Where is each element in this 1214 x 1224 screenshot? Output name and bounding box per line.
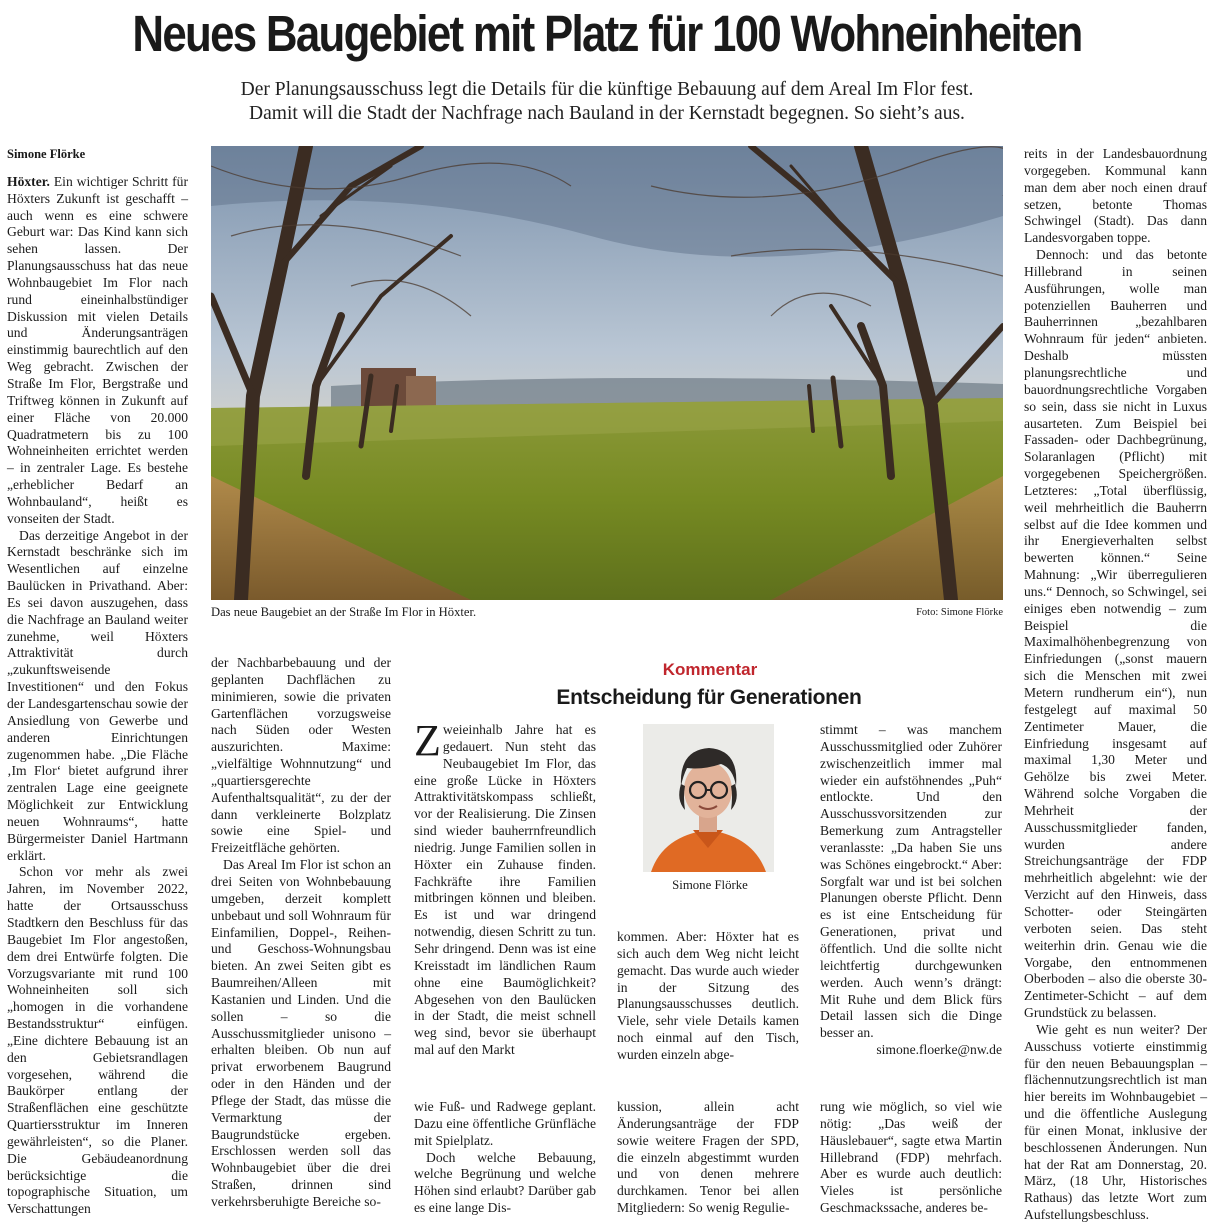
paragraph: Wie geht es nun weiter? Der Ausschuss votierte einstimmig für den neuen Bebauungsplan – flächennutzungsrechtlich ist man hier bereits im Wohnbaugebiet – und die öffentliche Auslegung für einen Monat, inklusive der beschlossenen Änderungen. Nun hat der Rat am Donnerstag, 20. März, (18 Uhr, Historisches Rathaus) das letzte Wort zum Aufstellungsbeschluss. [1024,1021,1207,1223]
kommentar-title: Entscheidung für Generationen [556,686,862,709]
kommentar-column-3 [820,722,1002,1059]
headline: Neues Baugebiet mit Platz für 100 Wohneinheiten [132,5,1082,62]
article-photo [211,146,1003,600]
subheadline-line: Der Planungsausschuss legt die Details für die künftige Bebauung auf dem Areal Im Flor fest. [240,79,974,100]
photo-caption: Das neue Baugebiet an der Straße Im Flor in Höxter. [211,605,477,619]
paragraph: Schon vor mehr als zwei Jahren, im November 2022, hatte der Ortsausschuss Stadtkern den Beschluss für das Baugebiet Im Flor angestoßen, dem drei Entwürfe folgten. Die Vorzugsvariante mit rund 100 Wohneinheiten soll sich „homogen in die vorhandene Bestandsstruktur“ einfügen. „Eine dichtere Bebauung ist an den Gebietsrandlagen vorgesehen, während die Baukörper entlang der Straßenflächen eine geschützte Quartiersstruktur im Inneren gewährleisten“, so die Planer. Die Gebäudeanordnung berücksichtige die topographische Situation, um Verschattungen [7,864,188,1217]
subheadline-line: Damit will die Stadt der Nachfrage nach Bauland in der Kernstadt begegnen. So sieht’s aus. [249,103,965,124]
article-column-4 [617,1099,799,1217]
article-column-3 [414,1099,596,1217]
subheadline [60,78,1154,126]
author-email[interactable]: simone.floerke@nw.de [876,1042,1002,1058]
paragraph-text: weieinhalb Jahre hat es gedauert. Nun steht das Neubaugebiet Im Flor, das eine große Lücke in Höxters Attraktivitätskompass schließt, vor der Realisierung. Die Zinsen sind wieder bauherrnfreundlich niedrig. Junge Familien sollen in Höxter ein Zuhause finden. Fachkräfte ihre Familien mitbringen können und bleiben. Es ist und war dringend notwendig, diesen Schritt zu tun. Sehr dringend. Denn was ist eine Kreisstadt im ländlichen Raum ohne eine Baumöglichkeit? Abgesehen von den Baulücken in der Stadt, die meist schnell weg sind, bevor sie überhaupt mal auf den Markt [414,722,596,1058]
paragraph: Doch welche Bebauung, welche Begrünung und welche Höhen sind erlaubt? Darüber gab es eine lange Dis- [414,1149,596,1216]
kommentar-label: Kommentar [662,660,758,679]
kommentar-column-2 [617,929,799,1064]
article-column-1 [7,146,188,1218]
dateline: Höxter. [7,173,50,189]
dropcap: Z [414,716,441,765]
author-portrait-image [643,724,774,872]
paragraph: kommen. Aber: Höxter hat es sich auch dem Weg nicht leicht gemacht. Das wurde auch wieder in der Sitzung des Planungsausschusses deutlich. Viele, sehr viele Details kamen noch einmal auf den Tisch, wurden einzeln abge- [617,929,799,1062]
kommentar-column-1 [414,716,596,1059]
paragraph: wie Fuß- und Radwege geplant. Dazu eine öffentliche Grünfläche mit Spielplatz. [414,1099,596,1148]
article-column-6 [1024,146,1207,1224]
article-column-2 [211,655,391,1211]
author-portrait [643,724,774,872]
paragraph: Dennoch: und das betonte Hillebrand in seinen Ausführungen, wolle man potenziellen Bauherren und Bauherrinnen „bezahlbaren Wohnraum für jeden“ anbieten. Deshalb müssten planungsrechtliche und bauordnungsrechtliche Vorgaben so sein, dass sie nicht in Luxus ausarteten. Zum Beispiel bei Fassaden- oder Dachbegrünung, Solaranlagen (Pflicht) mit vorgegebenen Speichergrößen. Letzteres: „Total überflüssig, weil mehrheitlich die Bauherrn selbst auf die Idee kommen und ihr Energieverhalten selbst bewerten können.“ Seine Mahnung: „Wir überregulieren uns.“ Dennoch, so Schwingel, sei einiges eben notwendig – zum Beispiel die Maximalhöhenbegrenzung von Einfriedungen („sonst mauern sich die Menschen mit zwei Metern rundherum ein“), nun festgelegt auf maximal 50 Zentimeter Mauer, die Einfriedung insgesamt auf maximal 1,30 Meter und Gehölze bis zwei Meter. Während solche Vorgaben die Mehrheit der Ausschussmitglieder fanden, wurden andere Streichungsanträge der FDP mehrheitlich abgelehnt: wie der Verzicht auf den Hinweis, dass Schotter- oder Steingärten verboten seien. Das steht weiterhin drin. Genau wie die Vorgabe, den entnommenen Oberboden – also die oberste 30-Zentimeter-Schicht – auf dem Grundstück zu belassen. [1024,247,1207,1021]
paragraph [7,174,188,528]
portrait-caption: Simone Flörke [672,878,748,892]
paragraph: Das Areal Im Flor ist schon an drei Seiten von Wohnbebauung umgeben, derzeit komplett unbebaut und soll Wohnraum für Einfamilien, Doppel-, Reihen- und Geschoss-Wohnungsbau bieten. An zwei Seiten gibt es Baumreihen/Alleen mit Kastanien und Linden. Und die sollen – so die Ausschussmitglieder unisono – erhalten bleiben. Ob nun auf privat erworbenem Baugrund oder in den Händen und der Pflege der Stadt, das müsse die Vermarktung der Baugrundstücke ergeben. Erschlossen werden soll das Wohnbaugebiet über die drei Straßen, drinnen sind verkehrsberuhigte Bereiche so- [211,857,391,1209]
paragraph-text: Ein wichtiger Schritt für Höxters Zukunft ist geschafft – auch wenn es eine schwere Geburt war: Das Kind kann sich sehen lassen. Der Planungsausschuss hat das neue Wohnbaugebiet Im Flor nach rund eineinhalbstündiger Diskussion mit vielen Details und Änderungsanträgen einstimmig baurechtlich auf den Weg gebracht. Zwischen der Straße Im Flor, Bergstraße und Triftweg können in Zukunft auf einer Fläche von 20.000 Quadratmetern bis zu 100 Wohneinheiten errichtet werden – in zentraler Lage. Es bestehe „erheblicher Bedarf an Wohnbauland“, heißt es vonseiten der Stadt. [7,173,188,526]
paragraph: kussion, allein acht Änderungsanträge der FDP sowie weitere Fragen der SPD, die einzeln abgestimmt wurden und von denen mehrere durchkamen. Tenor bei allen Mitgliedern: So wenig Regulie- [617,1099,799,1216]
paragraph: Das derzeitige Angebot in der Kernstadt beschränke sich im Wesentlichen auf einzelne Baulücken in Privathand. Aber: Es sei davon auszugehen, dass die Nachfrage an Bauland weiter zunehme, weil Höxters Attraktivität durch „zukunftsweisende Investitionen“ und den Fokus der Landesgartenschau sowie der Ansiedlung von Gewerbe und anderen Einrichtungen zugenommen habe. „Die Fläche ‚Im Flor‘ bietet aufgrund ihrer zentralen Lage eine geeignete Möglichkeit zur Entwicklung neuen Wohnraums“, hatte Bürgermeister Daniel Hartmann erklärt. [7,527,188,863]
paragraph: reits in der Landesbauordnung vorgegeben. Kommunal kann man dem aber noch einen drauf setzen, betonte Thomas Schwingel (Stadt). Das dann Landesvorgaben toppe. [1024,146,1207,246]
byline: Simone Flörke [7,147,86,161]
paragraph: der Nachbarbebauung und der geplanten Dachflächen zu minimieren, sowie die privaten Gartenflächen vorzugsweise nach Süden oder Westen auszurichten. Maxime: „vielfältige Wohnnutzung“ und „quartiersgerechte Aufenthaltsqualität“, zu der der dann verkleinerte Bolzplatz sowie eine Spiel- und Freizeitfläche gehörten. [211,655,391,856]
paragraph: rung wie möglich, so viel wie nötig: „Das weiß der Häuslebauer“, sagte etwa Martin Hillebrand (FDP) mehrfach. Aber es wurde auch deutlich: Vieles ist persönliche Geschmackssache, anderes be- [820,1099,1002,1216]
field-tree-avenue-image [211,146,1003,600]
paragraph [414,716,596,1059]
photo-credit: Foto: Simone Flörke [916,607,1003,618]
article-column-5 [820,1099,1002,1217]
paragraph: stimmt – was manchem Ausschussmitglied oder Zuhörer zwischenzeitlich immer mal wieder ein aufstöhnendes „Puh“ entlockte. Und den Ausschussvorsitzenden zur Bemerkung zum Antragsteller veranlasste: „Da haben Sie uns was Schönes eingebrockt.“ Aber: Sorgfalt war und ist bei solchen Planungen oberste Pflicht. Denn es ist eine Entscheidung für Generationen, privat und öffentlich. Und die sollte nicht leichtfertig durchgewunken werden. Auch wenn’s drängt: Mit Ruhe und dem Blick fürs Detail lassen sich die Dinge besser an. [820,722,1002,1041]
